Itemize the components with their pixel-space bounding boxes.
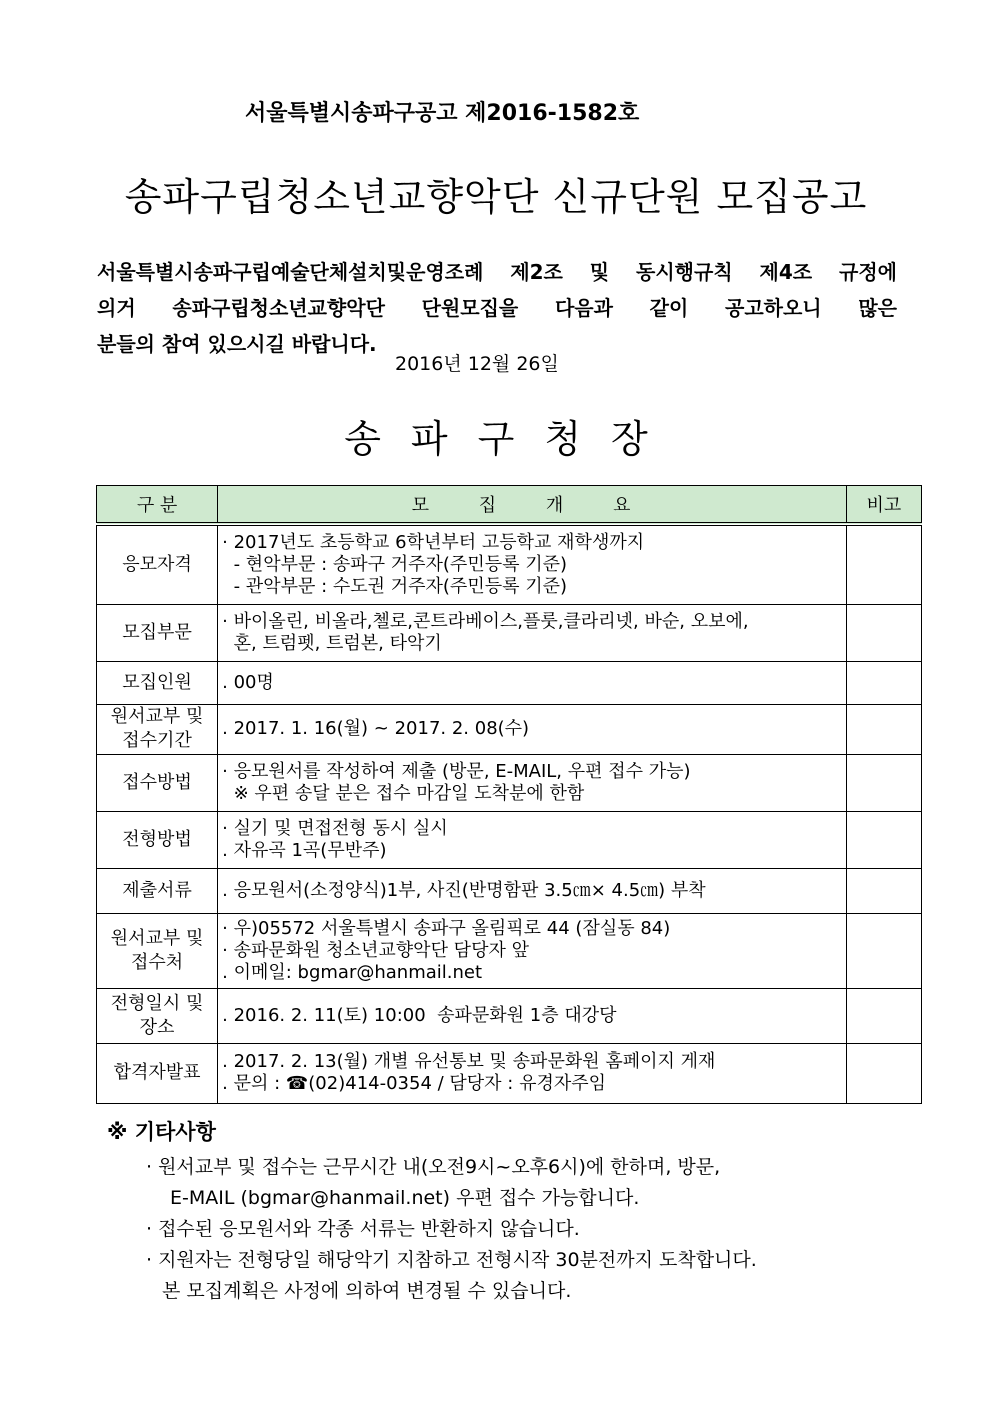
- content-line: . 자유곡 1곡(무반주): [222, 839, 387, 861]
- row-category: 응모자격: [97, 524, 218, 604]
- row-category: 합격자발표: [97, 1043, 218, 1103]
- issuer: 송파구청장: [344, 417, 678, 461]
- content-line: . 이메일: bgmar@hanmail.net: [222, 961, 483, 983]
- notice-number: 서울특별시송파구공고 제2016-1582호: [245, 101, 640, 126]
- content-line: · 송파문화원 청소년교향악단 담당자 앞: [222, 939, 529, 961]
- row-content: [218, 754, 847, 811]
- etc-item: · 접수된 응모원서와 각종 서류는 반환하지 않습니다.: [146, 1218, 580, 1240]
- etc-item: · 지원자는 전형당일 해당악기 지참하고 전형시작 30분전까지 도착합니다.: [146, 1249, 757, 1271]
- header-category: 구 분: [97, 486, 218, 525]
- table-row: [97, 913, 922, 988]
- row-note: [846, 661, 921, 704]
- table-row: [97, 868, 922, 913]
- row-note: [846, 868, 921, 913]
- row-note: [846, 524, 921, 604]
- row-category: 제출서류: [97, 868, 218, 913]
- content-line: ※ 우편 송달 분은 접수 마감일 도착분에 한함: [222, 782, 585, 804]
- row-note: [846, 1043, 921, 1103]
- content-line: · 바이올린, 비올라,첼로,콘트라베이스,플룻,클라리넷, 바순, 오보에,: [222, 610, 749, 632]
- row-content: [218, 661, 847, 704]
- etc-title: ※ 기타사항: [107, 1120, 216, 1144]
- row-note: [846, 913, 921, 988]
- content-line: · 응모원서를 작성하여 제출 (방문, E-MAIL, 우편 접수 가능): [222, 760, 691, 782]
- content-line: . 응모원서(소정양식)1부, 사진(반명함판 3.5㎝× 4.5㎝) 부착: [222, 879, 706, 901]
- table-row: [97, 754, 922, 811]
- etc-list: [146, 1152, 757, 1307]
- page-title: 송파구립청소년교향악단 신규단원 모집공고: [124, 175, 868, 219]
- header-overview: 모 집 개 요: [218, 486, 847, 525]
- content-line: · 우)05572 서울특별시 송파구 올림픽로 44 (잠실동 84): [222, 917, 671, 939]
- content-line: . 2016. 2. 11(토) 10:00 송파문화원 1층 대강당: [222, 1004, 617, 1026]
- intro-line: 의거 송파구립청소년교향악단 단원모집을 다음과 같이 공고하오니 많은: [97, 296, 897, 320]
- content-line: - 관악부문 : 수도권 거주자(주민등록 기준): [222, 575, 568, 597]
- row-note: [846, 704, 921, 754]
- content-line: 혼, 트럼펫, 트럼본, 타악기: [222, 632, 442, 654]
- recruitment-table: [96, 485, 922, 1104]
- row-note: [846, 988, 921, 1043]
- table-row: [97, 604, 922, 661]
- etc-item: · 원서교부 및 접수는 근무시간 내(오전9시~오후6시)에 한하며, 방문,: [146, 1156, 721, 1178]
- etc-item: E-MAIL (bgmar@hanmail.net) 우편 접수 가능합니다.: [170, 1187, 640, 1209]
- content-line: · 2017년도 초등학교 6학년부터 고등학교 재학생까지: [222, 531, 645, 553]
- row-category: 전형일시 및 장소: [97, 988, 218, 1043]
- row-content: [218, 913, 847, 988]
- table-header-row: [97, 486, 922, 525]
- row-category: 모집인원: [97, 661, 218, 704]
- content-line: · 실기 및 면접전형 동시 실시: [222, 817, 448, 839]
- table-row: [97, 1043, 922, 1103]
- notice-date: 2016년 12월 26일: [395, 353, 559, 375]
- row-note: [846, 811, 921, 868]
- table-row: [97, 988, 922, 1043]
- etc-item: 본 모집계획은 사정에 의하여 변경될 수 있습니다.: [162, 1280, 572, 1302]
- intro-line: 분들의 참여 있으시길 바랍니다.: [97, 332, 377, 356]
- content-line: . 문의 : ☎(02)414-0354 / 담당자 : 유경자주임: [222, 1073, 607, 1094]
- row-content: [218, 704, 847, 754]
- content-line: . 2017. 2. 13(월) 개별 유선통보 및 송파문화원 홈페이지 게재: [222, 1051, 716, 1072]
- row-content: [218, 1043, 847, 1103]
- row-content: [218, 868, 847, 913]
- row-category: 전형방법: [97, 811, 218, 868]
- intro-line: 서울특별시송파구립예술단체설치및운영조례 제2조 및 동시행규칙 제4조 규정에: [97, 260, 897, 284]
- content-line: - 현악부문 : 송파구 거주자(주민등록 기준): [222, 553, 568, 575]
- row-content: [218, 811, 847, 868]
- row-category: 원서교부 및 접수기간: [97, 704, 218, 754]
- intro-paragraph: [97, 254, 897, 362]
- table-row: [97, 704, 922, 754]
- row-category: 원서교부 및 접수처: [97, 913, 218, 988]
- row-content: [218, 604, 847, 661]
- row-note: [846, 604, 921, 661]
- row-content: [218, 988, 847, 1043]
- row-category: 모집부문: [97, 604, 218, 661]
- content-line: . 2017. 1. 16(월) ~ 2017. 2. 08(수): [222, 718, 530, 739]
- table-row: [97, 661, 922, 704]
- row-note: [846, 754, 921, 811]
- table-row: [97, 524, 922, 604]
- table-row: [97, 811, 922, 868]
- content-line: . 00명: [222, 671, 274, 693]
- header-note: 비고: [846, 486, 921, 525]
- row-category: 접수방법: [97, 754, 218, 811]
- row-content: [218, 524, 847, 604]
